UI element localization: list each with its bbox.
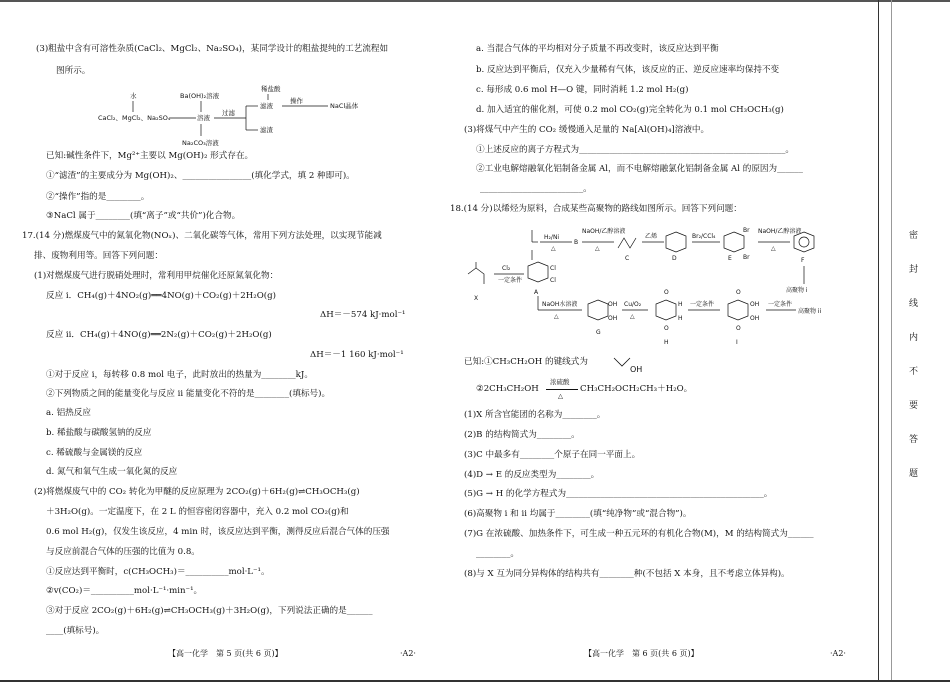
ethanol-skeletal [612,352,652,376]
label-H: H [664,339,669,346]
q3-sub-2: ②“操作”指的是________。 [46,192,150,202]
label-A: A [534,289,539,296]
known-condition: 已知:碱性条件下，Mg²⁺主要以 Mg(OH)₂ 形式存在。 [46,151,254,161]
known-2-arrow [546,389,578,390]
label-D: D [672,255,677,262]
q17-part-3: (3)将煤气中产生的 CO₂ 缓慢通入足量的 Na[Al(OH)₄]溶液中。 [464,125,710,135]
option-d: d. 氮气和氧气生成一氧化氮的反应 [46,467,178,477]
cond-condition-1: 一定条件 [498,277,523,284]
page-footer: 【高一化学 第 6 页(共 6 页)】 [584,649,699,658]
poly-2: 高聚物 ii [798,308,822,315]
reagent-cuo2: Cu/O₂ [624,301,642,308]
option-b: b. 稀盐酸与碳酸氢钠的反应 [46,428,152,438]
binding-char: 要 [909,401,919,411]
reagent-ethylene: 乙烯 [645,233,658,240]
reagent-br2: Br₂/CCl₄ [692,233,716,240]
flow-na2co3: Na₂CO₃溶液 [182,139,219,147]
flow-op: 操作 [290,97,303,105]
sub-o-2: O [664,325,669,332]
q3-sub-1: ①“滤渣”的主要成分为 Mg(OH)₂、________________(填化学式，填 2 种即可)。 [46,171,355,181]
q17-stem: 17.(14 分)燃煤废气中的氮氧化物(NOₓ)、二氧化碳等气体，常用下列方法处理，以实现节能减 [22,231,382,241]
flow-filter: 过滤 [222,109,235,117]
cond-delta-2: △ [595,245,600,252]
reagent-naoh-aq: NaOH水溶液 [542,301,578,308]
reagent-naoh-alc: NaOH/乙醇溶液 [582,228,626,235]
reagent-h2ni: H₂/Ni [544,234,560,241]
q18-7b: ________。 [476,549,519,559]
flow-product: NaCl晶体 [330,102,359,110]
top-edge [0,0,950,2]
sub-oh-3: OH [750,301,760,308]
sub-cl-1: Cl [550,265,556,272]
salt-flowchart [98,84,388,150]
option-a: a. 铝热反应 [46,408,91,418]
sub-o-4: O [736,325,741,332]
cond-delta-1: △ [551,245,556,252]
sub-oh-1: OH [608,301,618,308]
q18-4: (4)D → E 的反应类型为________。 [464,470,600,480]
label-G: G [596,329,601,336]
q18-8: (8)与 X 互为同分异构体的结构共有________种(不包括 X 本身，且不考虑立体异构)。 [464,569,790,579]
cond-condition-2: 一定条件 [690,301,715,308]
q18-1: (1)X 所含官能团的名称为________。 [464,410,606,420]
label-X: X [474,295,479,302]
q17-stem-2: 排、废物利用等。回答下列问题： [34,251,163,261]
label-B: B [574,239,579,246]
label-F: F [801,257,805,264]
q17-2-sub-3: ③对于反应 2CO₂(g)＋6H₂(g)⇌CH₃OCH₃(g)＋3H₂O(g)，下列说法正确的是______ [46,606,373,616]
known-1: 已知:①CH₃CH₂OH 的键线式为 [464,357,588,367]
binding-char: 不 [909,367,919,377]
q17-part-1: (1)对燃煤废气进行脱硝处理时，常利用甲烷催化还原氮氧化物： [34,271,279,281]
reagent-naoh-alc-2: NaOH/乙醇溶液 [758,228,802,235]
known-2b: CH₃CH₂OCH₂CH₃＋H₂O。 [580,384,693,394]
q18-2: (2)B 的结构简式为________。 [464,430,580,440]
option-c: c. 每形成 0.6 mol H—O 键，同时消耗 1.2 mol H₂(g) [476,85,689,95]
option-c: c. 稀硫酸与金属镁的反应 [46,448,143,458]
sub-o-3: O [736,289,741,296]
footer-code: ·A2· [400,649,416,658]
cond-condition-3: 一定条件 [768,301,793,308]
flow-filtrate: 滤液 [260,102,273,110]
flow-baoh: Ba(OH)₂溶液 [180,92,220,100]
q17-part-2c: 0.6 mol H₂(g)，仅发生该反应，4 min 时，该反应达到平衡，测得反应后混合气体的压强 [46,527,390,537]
q18-7: (7)G 在浓硫酸、加热条件下，可生成一种五元环的有机化合物(M)，M 的结构简式为______ [464,529,814,539]
option-d: d. 加入适宜的催化剂，可使 0.2 mol CO₂(g)完全转化为 0.1 mol CH₃OCH₃(g) [476,105,784,115]
sub-oh-2: OH [608,315,618,322]
cond-delta-4: △ [554,313,559,320]
cond-delta-3: △ [771,245,776,252]
q17-2-sub-1: ①反应达到平衡时，c(CH₃OCH₃)＝__________mol·L⁻¹。 [46,567,270,577]
sub-h-2: H [678,315,683,322]
flow-residue: 滤渣 [260,126,273,134]
q17-1a: ①对于反应 i，每转移 0.8 mol 电子，此时放出的热量为________kJ。 [46,370,313,380]
option-a: a. 当混合气体的平均相对分子质量不再改变时，该反应达到平衡 [476,44,719,54]
sub-o-1: O [664,289,669,296]
q17-part-2d: 与反应前混合气体的压强的比值为 0.8。 [46,547,200,557]
q17-2-sub-2: ②v(CO₂)＝__________mol·L⁻¹·min⁻¹。 [46,586,203,596]
q18-3: (3)C 中最多有________个原子在同一平面上。 [464,450,641,460]
reaction-2: 反应 ii．CH₄(g)＋4NO(g)══2N₂(g)＋CO₂(g)＋2H₂O(g) [46,330,272,340]
reagent-cl2: Cl₂ [502,265,511,272]
flow-hcl: 稀盐酸 [261,85,281,93]
q3-title: (3)粗盐中含有可溶性杂质(CaCl₂、MgCl₂、Na₂SO₄)，某同学设计的粗盐提纯的工艺流程如 [36,44,389,54]
q3-title-2: 图所示。 [56,66,91,76]
q17-3-sub-1: ①上述反应的离子方程式为________________________________________________。 [476,145,794,155]
footer-code: ·A2· [830,649,846,658]
known-2-delta: △ [558,392,563,400]
binding-char: 密 [909,231,919,241]
binding-line [891,0,892,682]
flow-water: 水 [130,92,137,100]
q17-1b: ②下列物质之间的能量变化与反应 ii 能量变化不符的是________(填标号)。 [46,389,331,399]
reaction-1: 反应 i．CH₄(g)＋4NO₂(g)══4NO(g)＋CO₂(g)＋2H₂O(g) [46,291,276,301]
q18-6: (6)高聚物 i 和 ii 均属于________(填“纯净物”或“混合物”)。 [464,509,692,519]
q3-sub-3: ③NaCl 属于________(填“离子”或“共价”)化合物。 [46,211,241,221]
binding-char: 题 [909,469,919,479]
sub-oh-4: OH [750,315,760,322]
sub-cl-2: Cl [550,277,556,284]
flow-solution: 溶液 [197,114,210,122]
option-b: b. 反应达到平衡后，仅充入少量稀有气体，该反应的正、逆反应速率均保持不变 [476,65,780,75]
sub-h-1: H [678,301,683,308]
q17-2-sub-3b: ____(填标号)。 [46,626,105,636]
q18-5: (5)G → H 的化学方程式为______________________________________________。 [464,489,773,499]
known-2-cat: 浓硫酸 [550,378,570,386]
binding-char: 答 [909,435,919,445]
binding-char: 封 [909,265,919,275]
binding-margin [878,0,950,682]
q17-3-sub-2: ②工业电解熔融氧化铝制备金属 Al，而不电解熔融氯化铝制备金属 Al 的原因为______ [476,164,803,174]
binding-char: 线 [909,299,919,309]
enthalpy-1: ΔH＝－574 kJ·mol⁻¹ [320,310,406,320]
poly-1: 高聚物 i [786,287,808,294]
ethanol-oh: OH [630,365,643,374]
q17-part-2: (2)将燃煤废气中的 CO₂ 转化为甲醚的反应原理为 2CO₂(g)＋6H₂(g)⇌CH₃OCH₃(g) [34,487,360,497]
q17-3-sub-2b: ________________________。 [480,184,592,194]
page-footer: 【高一化学 第 5 页(共 6 页)】 [168,649,283,658]
cond-delta-5: △ [630,313,635,320]
sub-br-2: Br [743,254,750,261]
flow-mix: CaCl₂、MgCl₂、Na₂SO₄ [98,114,171,122]
q18-stem: 18.(14 分)以烯烃为原料，合成某些高聚物的路线如图所示。回答下列问题： [450,204,742,214]
synthesis-scheme [462,220,872,354]
binding-char: 内 [909,333,919,343]
sub-br-1: Br [743,227,750,234]
enthalpy-2: ΔH＝－1 160 kJ·mol⁻¹ [310,350,404,360]
q17-part-2b: ＋3H₂O(g)。一定温度下，在 2 L 的恒容密闭容器中，充入 0.2 mol CO₂(g)和 [46,507,349,517]
label-E: E [728,255,732,262]
label-I: I [736,339,738,346]
label-C: C [625,255,630,262]
known-2a: ②2CH₃CH₂OH [476,384,539,394]
